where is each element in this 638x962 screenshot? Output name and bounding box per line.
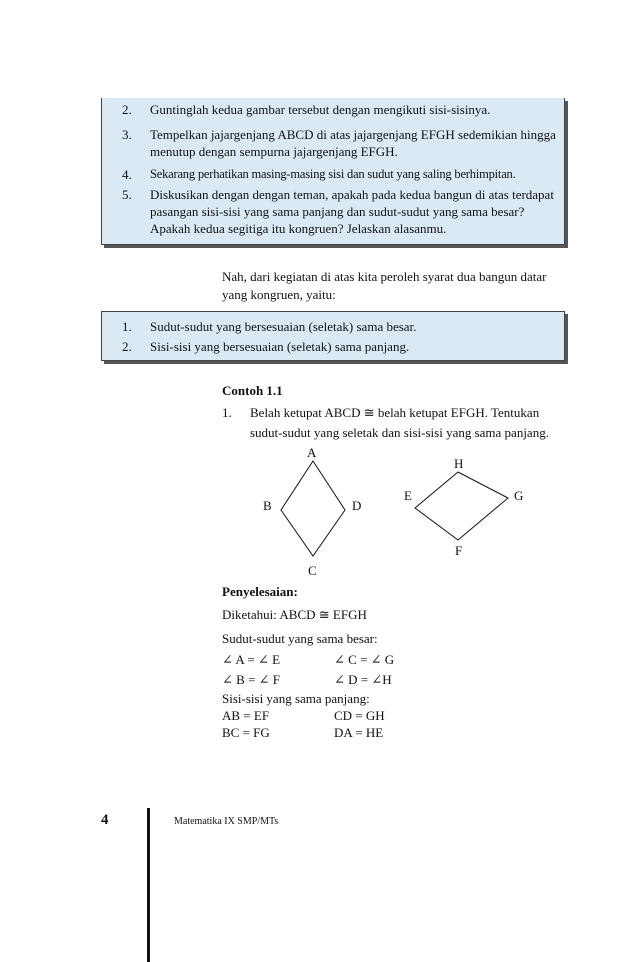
example-number: 1.	[222, 405, 232, 420]
condition-text: Sudut-sudut yang bersesuaian (seletak) sama besar.	[150, 319, 417, 334]
intro-paragraph: Nah, dari kegiatan di atas kita peroleh syarat dua bangun datar yang kongruen, yaitu:	[222, 269, 547, 302]
rhombus-efgh	[415, 472, 508, 540]
vertex-label-f: F	[455, 543, 463, 558]
condition-text: Sisi-sisi yang bersesuaian (seletak) sama panjang.	[150, 339, 410, 354]
step-text: Diskusikan dengan dengan teman, apakah pada kedua bangun di atas terdapat pasangan sisi-sisi yang sama panjang dan sudut-sudut yang sama besar? Apakah kedua segitiga itu kongruen? Jelaskan alasanmu.	[150, 187, 554, 236]
side-pair: DA = HE	[334, 725, 384, 740]
example-question: Belah ketupat ABCD ≅ belah ketupat EFGH. Tentukan sudut-sudut yang seletak dan sisi-sisi yang sama panjang.	[250, 405, 549, 440]
vertex-label-b: B	[263, 498, 272, 513]
step-number: 5.	[122, 187, 132, 202]
angle-pair: ∠ C = ∠ G	[334, 652, 395, 667]
angle-pair: ∠ B = ∠ F	[222, 672, 281, 687]
solution-heading: Penyelesaian:	[222, 584, 298, 599]
rhombus-abcd	[281, 461, 345, 556]
book-title: Matematika IX SMP/MTs	[174, 816, 279, 827]
footer-divider	[147, 808, 150, 962]
condition-number: 1.	[122, 319, 132, 334]
angle-pair: ∠ D = ∠H	[334, 672, 392, 687]
conditions-box	[101, 311, 565, 361]
sides-heading: Sisi-sisi yang sama panjang:	[222, 691, 370, 706]
step-text: Guntinglah kedua gambar tersebut dengan mengikuti sisi-sisinya.	[150, 102, 491, 117]
vertex-label-a: A	[307, 445, 317, 460]
vertex-label-h: H	[454, 456, 464, 471]
vertex-label-g: G	[514, 488, 524, 503]
step-text: Sekarang perhatikan masing-masing sisi dan sudut yang saling berhimpitan.	[150, 167, 516, 181]
side-pair: CD = GH	[334, 708, 385, 723]
step-text: Tempelkan jajargenjang ABCD di atas jajargenjang EFGH sedemikian hingga menutup dengan sempurna jajargenjang EFGH.	[150, 127, 556, 159]
step-number: 2.	[122, 102, 132, 117]
page-number: 4	[101, 812, 109, 828]
angle-pair: ∠ A = ∠ E	[222, 652, 281, 667]
vertex-label-d: D	[352, 498, 362, 513]
solution-given: Diketahui: ABCD ≅ EFGH	[222, 607, 367, 622]
vertex-label-e: E	[404, 488, 412, 503]
side-pair: BC = FG	[222, 725, 270, 740]
angles-heading: Sudut-sudut yang sama besar:	[222, 631, 378, 646]
example-title: Contoh 1.1	[222, 383, 283, 398]
activity-box	[101, 98, 565, 245]
side-pair: AB = EF	[222, 708, 270, 723]
condition-number: 2.	[122, 339, 132, 354]
step-number: 4.	[122, 167, 132, 182]
step-number: 3.	[122, 127, 132, 142]
vertex-label-c: C	[308, 563, 317, 578]
